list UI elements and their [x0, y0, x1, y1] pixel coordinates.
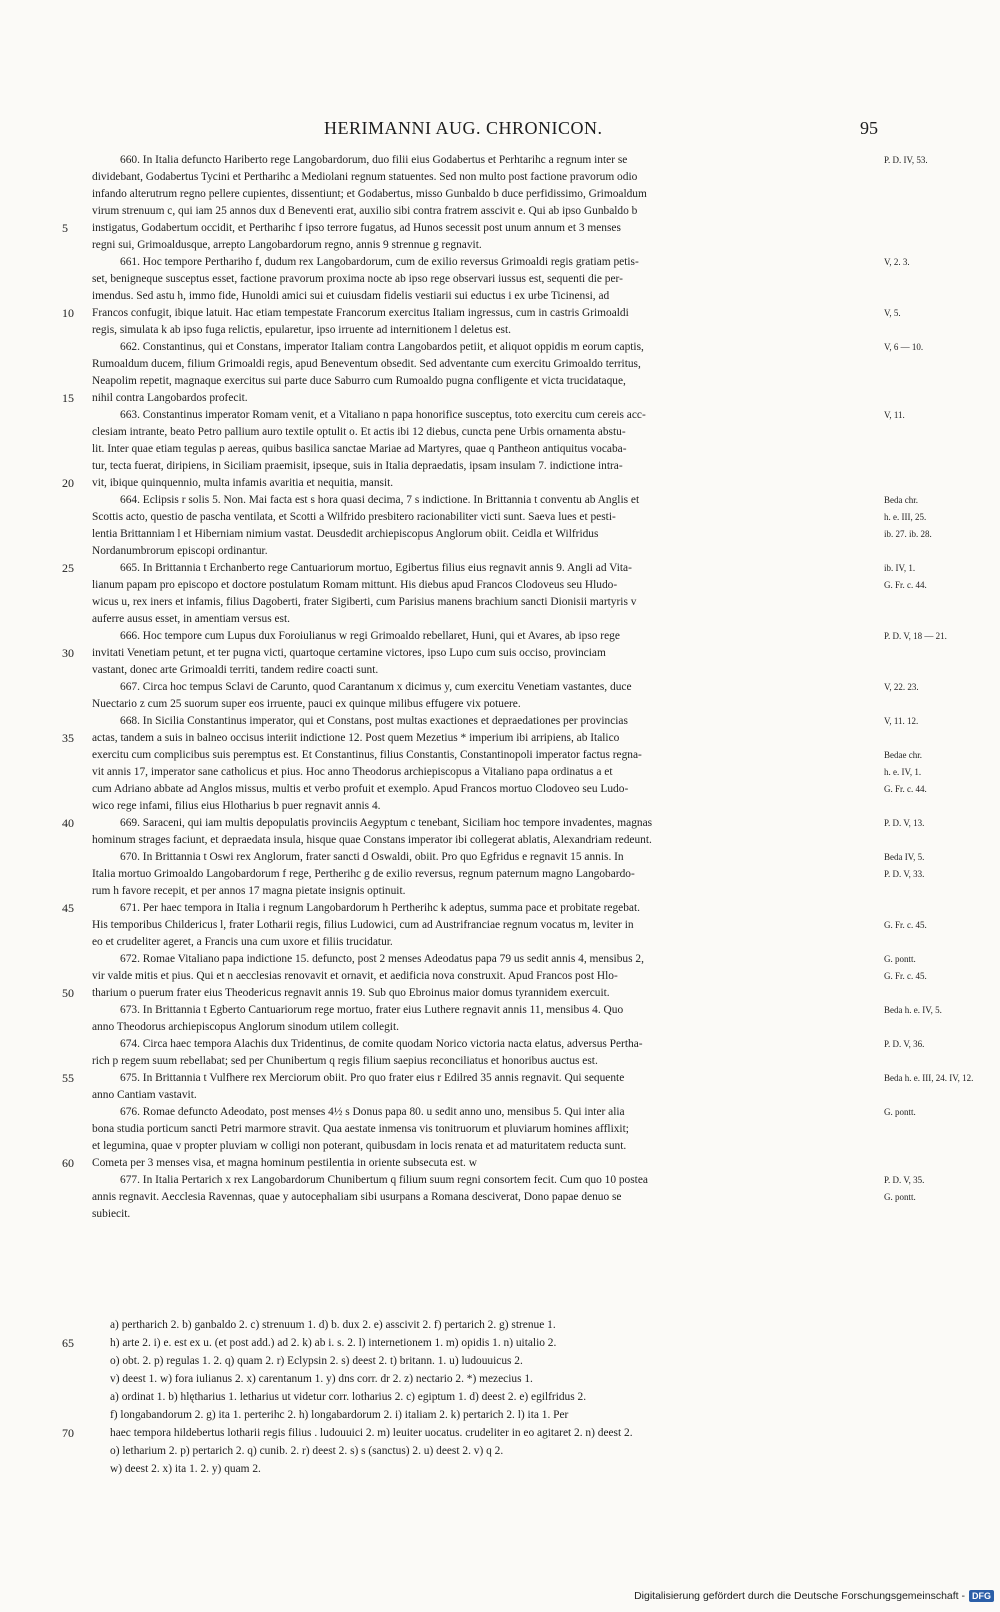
line-text: exercitu cum complicibus suis peremptus est. Et Constantinus, filius Constantis, Constantinopoli imperator factus regna-: [92, 749, 642, 761]
text-line: [62, 679, 962, 696]
margin-reference: V, 11.: [884, 410, 905, 420]
line-number: [62, 1442, 92, 1460]
text-line: [62, 968, 962, 985]
margin-reference: G. Fr. c. 44.: [884, 580, 927, 590]
text-line: [62, 1019, 962, 1036]
line-text: 671. Per haec tempora in Italia i regnum Langobardorum h Pertherihc k adeptus, summa pace et probitate regebat.: [120, 902, 640, 914]
margin-reference: Beda h. e. III, 24. IV, 12.: [884, 1073, 974, 1083]
text-line: [62, 1189, 962, 1206]
line-text: infando alterutrum regno pellere cupientes, dissentiunt; et Godabertus, misso Gunbaldo b duce perfidissimo, Grimoaldum: [92, 188, 647, 200]
margin-reference: P. D. V, 18 — 21.: [884, 631, 947, 641]
line-text: 664. Eclipsis r solis 5. Non. Mai facta est s hora quasi decima, 7 s indictione. In Brittannia t conventu ab Anglis et: [120, 494, 640, 506]
margin-reference: ib. 27. ib. 28.: [884, 529, 932, 539]
line-number: [62, 1352, 92, 1370]
margin-reference: G. pontt.: [884, 1107, 916, 1117]
line-text: 663. Constantinus imperator Romam venit, et a Vitaliano n papa honorifice susceptus, toto exercitu cum cereis acc-: [120, 409, 646, 421]
note-text: h) arte 2. i) e. est ex u. (et post add.) ad 2. k) ab i. s. 2. l) internetionem 1. m) opidis 1. n) uitalio 2.: [110, 1337, 557, 1349]
line-text: set, benigneque susceptus esset, factione pravorum proxima nocte ab ipso rege observari iussus est, sequenti die per-: [92, 273, 623, 285]
note-text: a) pertharich 2. b) ganbaldo 2. c) strenuum 1. d) b. dux 2. e) asscivit 2. f) pertarich 2. g) strenue 1.: [110, 1319, 556, 1331]
text-line: [62, 1206, 962, 1223]
line-text: bona studia porticum sancti Petri marmore stravit. Qua aestate inmensa vis tonitruorum et pluviarum homines afflixit;: [92, 1123, 629, 1135]
line-text: 673. In Brittannia t Egberto Cantuariorum rege mortuo, frater eius Luthere regnavit annis 11, mensibus 4. Quo: [120, 1004, 624, 1016]
text-line: [62, 628, 962, 645]
margin-reference: ib. IV, 1.: [884, 563, 916, 573]
text-line: [62, 1121, 962, 1138]
page-header: [108, 118, 878, 139]
chronicle-text: [62, 152, 974, 1223]
dfg-logo: DFG: [969, 1590, 994, 1602]
text-line: [62, 356, 962, 373]
page-number: 95: [860, 118, 878, 138]
text-line: [62, 1155, 962, 1172]
line-text: eo et crudeliter ageret, a Francis una cum uxore et filiis trucidatur.: [92, 936, 393, 948]
line-text: subiecit.: [92, 1208, 131, 1220]
text-line: [62, 458, 962, 475]
line-number: 65: [62, 1336, 74, 1350]
line-text: anno Cantiam vastavit.: [92, 1089, 197, 1101]
line-text: vastant, donec arte Grimoaldi territi, tandem redire coacti sunt.: [92, 664, 379, 676]
text-line: [62, 1104, 962, 1121]
margin-reference: P. D. V, 36.: [884, 1039, 925, 1049]
text-line: [62, 169, 962, 186]
line-number: [62, 1406, 92, 1424]
line-text: lentia Brittanniam l et Hiberniam nimium vastat. Deusdedit archiepiscopus Anglorum obiit. Ceidla et Wilfridus: [92, 528, 599, 540]
line-number: 45: [62, 901, 74, 915]
margin-reference: V, 11. 12.: [884, 716, 919, 726]
text-line: [62, 492, 962, 509]
text-line: [62, 220, 962, 237]
line-text: imendus. Sed astu h, immo fide, Hunoldi amici sui et cuiusdam fidelis vestiarii sui eductus i ex urbe Ticinensi, ad: [92, 290, 610, 302]
text-line: [62, 441, 962, 458]
text-line: [62, 798, 962, 815]
margin-reference: G. Fr. c. 45.: [884, 920, 927, 930]
text-line: [62, 1138, 962, 1155]
footer-text: Digitalisierung gefördert durch die Deutsche Forschungsgemeinschaft -: [634, 1590, 965, 1602]
margin-reference: V, 2. 3.: [884, 257, 910, 267]
line-number: [62, 1370, 92, 1388]
note-line: [62, 1334, 962, 1352]
margin-reference: G. pontt.: [884, 954, 916, 964]
dfg-footer: [560, 1586, 1000, 1606]
line-text: invitati Venetiam petunt, et ter pugna victi, quartoque certamine victores, ipso Lupo cum suis occiso, provinciam: [92, 647, 606, 659]
text-line: [62, 900, 962, 917]
note-text: f) longabandorum 2. g) ita 1. perterihc 2. h) longabardorum 2. i) italiam 2. k) pertarich 2. l) ita 1. Per: [110, 1409, 569, 1421]
text-line: [62, 1172, 962, 1189]
text-line: [62, 203, 962, 220]
text-line: [62, 951, 962, 968]
text-line: [62, 594, 962, 611]
text-line: [62, 713, 962, 730]
text-line: [62, 509, 962, 526]
line-number: 20: [62, 476, 74, 490]
running-title: HERIMANNI AUG. CHRONICON.: [324, 118, 603, 138]
note-text: a) ordinat 1. b) hlętharius 1. letharius ut videtur corr. lotharius 2. c) egiptum 1. d) deest 2. e) egilfridus 2.: [110, 1391, 587, 1403]
text-line: [62, 322, 962, 339]
line-text: regni sui, Grimoaldusque, arrepto Langobardorum regno, annis 9 strennue g regnavit.: [92, 239, 482, 251]
text-line: [62, 577, 962, 594]
apparatus-notes: [62, 1316, 962, 1478]
line-number: 10: [62, 306, 74, 320]
note-line: [62, 1406, 962, 1424]
text-line: [62, 1087, 962, 1104]
text-line: [62, 271, 962, 288]
line-number: 55: [62, 1071, 74, 1085]
line-number: 35: [62, 731, 74, 745]
text-line: [62, 815, 962, 832]
line-text: His temporibus Childericus l, frater Lotharii regis, filius Ludowici, cum ad Austrifranciae regnum vocatus m, leviter in: [92, 919, 634, 931]
line-text: annis regnavit. Aecclesia Ravennas, quae y autocephaliam sibi usurpans a Romana desciverat, Dono papae denuo se: [92, 1191, 622, 1203]
text-line: [62, 560, 962, 577]
margin-reference: h. e. III, 25.: [884, 512, 927, 522]
text-line: [62, 526, 962, 543]
line-text: 675. In Brittannia t Vulfhere rex Merciorum obiit. Pro quo frater eius r Edilred 35 annis regnavit. Qui sequente: [120, 1072, 625, 1084]
line-number: 15: [62, 391, 74, 405]
margin-reference: Beda h. e. IV, 5.: [884, 1005, 942, 1015]
text-line: [62, 424, 962, 441]
text-line: [62, 339, 962, 356]
line-text: lit. Inter quae etiam tegulas p aereas, quibus basilica sanctae Mariae ad Martyres, quae q Pantheon antiquitus vocaba-: [92, 443, 627, 455]
line-text: Nuectario z cum 25 suorum super eos irruente, pauci ex quinque milibus effugere vix potuere.: [92, 698, 521, 710]
line-number: 50: [62, 986, 74, 1000]
margin-reference: Bedae chr.: [884, 750, 922, 760]
line-text: wico rege infami, filius eius Hlotharius b puer regnavit annis 4.: [92, 800, 381, 812]
margin-reference: V, 6 — 10.: [884, 342, 924, 352]
text-line: [62, 1036, 962, 1053]
line-text: Cometa per 3 menses visa, et magna hominum pestilentia in oriente subsecuta est. w: [92, 1157, 477, 1169]
line-number: 25: [62, 561, 74, 575]
line-text: 662. Constantinus, qui et Constans, imperator Italiam contra Langobardos petiit, et aliquot oppidis m eorum captis,: [120, 341, 644, 353]
note-line: [62, 1442, 962, 1460]
line-number: [62, 1388, 92, 1406]
line-text: virum strenuum c, qui iam 25 annos dux d Beneventi erat, auxilio sibi contra fratrem asscivit e. Qui ab ipso Gunbaldo b: [92, 205, 638, 217]
line-number: 60: [62, 1156, 74, 1170]
note-line: [62, 1370, 962, 1388]
text-line: [62, 237, 962, 254]
text-line: [62, 883, 962, 900]
note-line: [62, 1316, 962, 1334]
line-text: auferre ausus esset, in amentiam versus est.: [92, 613, 291, 625]
line-text: tur, tecta fuerat, diripiens, in Siciliam praemisit, ipseque, suis in Italia depraedatis, ipsam insulam 7. indictione intra-: [92, 460, 623, 472]
line-text: tharium o puerum frater eius Theodericus regnavit annis 19. Sub quo Ebroinus maior domus tyrannidem exercuit.: [92, 987, 610, 999]
margin-reference: G. pontt.: [884, 1192, 916, 1202]
text-line: [62, 1070, 974, 1087]
text-line: [62, 985, 962, 1002]
note-text: v) deest 1. w) fora iulianus 2. x) carentanum 1. y) dns corr. dr 2. z) nectario 2. *) mezecius 1.: [110, 1373, 533, 1385]
line-number: [62, 1460, 92, 1478]
text-line: [62, 254, 962, 271]
line-text: 676. Romae defuncto Adeodato, post menses 4½ s Donus papa 80. u sedit anno uno, mensibus 5. Qui inter alia: [120, 1106, 625, 1118]
line-text: hominum strages faciunt, et depraedata insula, hisque quae Constans imperator ibi collegerat ablatis, Alexandriam redeunt.: [92, 834, 652, 846]
line-text: regis, simulata k ab ipso fuga relictis, epularetur, ipso irruente ad internitionem l deletus est.: [92, 324, 511, 336]
line-text: anno Theodorus archiepiscopus Anglorum sinodum utilem collegit.: [92, 1021, 399, 1033]
text-line: [62, 781, 962, 798]
line-text: dividebant, Godabertus Tycini et Pertharihc a Mediolani regnum statuentes. Sed non multo post factione pravorum odio: [92, 171, 638, 183]
line-text: lianum papam pro episcopo et doctore postulatum Romam mittunt. His diebus apud Francos Clodoveus seu Hludo-: [92, 579, 618, 591]
line-text: 667. Circa hoc tempus Sclavi de Carunto, quod Carantanum x dicimus y, cum exercitu Venetiam vastantes, duce: [120, 681, 632, 693]
line-text: vir valde mitis et pius. Qui et n aecclesias renovavit et ornavit, et aedificia nova construxit. Apud Francos post Hlo-: [92, 970, 618, 982]
line-text: Francos confugit, ibique latuit. Hac etiam tempestate Francorum exercitus Italiam ingressus, cum in castris Grimoaldi: [92, 307, 629, 319]
line-number: 70: [62, 1426, 74, 1440]
line-text: nihil contra Langobardos profecit.: [92, 392, 248, 404]
line-text: Italia mortuo Grimoaldo Langobardorum f rege, Pertherihc g de exilio reversus, regnum paternum magno Langobardo-: [92, 868, 635, 880]
text-line: [62, 390, 962, 407]
note-text: o) obt. 2. p) regulas 1. 2. q) quam 2. r) Eclypsin 2. s) deest 2. t) britann. 1. u) ludouuicus 2.: [110, 1355, 523, 1367]
text-line: [62, 645, 962, 662]
text-line: [62, 373, 962, 390]
text-line: [62, 662, 962, 679]
text-line: [62, 288, 962, 305]
margin-reference: P. D. IV, 53.: [884, 155, 928, 165]
line-text: rich p regem suum rebellabat; sed per Chunibertum q regis filium saepius reconciliatus et honoribus auctus est.: [92, 1055, 598, 1067]
line-text: et legumina, quae v propter pluviam w colligi non poterant, quibusdam in locis renata et ad maturitatem reducta sunt.: [92, 1140, 627, 1152]
note-text: o) letharium 2. p) pertarich 2. q) cunib. 2. r) deest 2. s) s (sanctus) 2. u) deest 2. v) q 2.: [110, 1445, 504, 1457]
line-text: Rumoaldum ducem, filium Grimoaldi regis, apud Beneventum obsedit. Sed adventante cum exercitu Grimoaldo territus,: [92, 358, 641, 370]
margin-reference: P. D. V, 35.: [884, 1175, 925, 1185]
text-line: [62, 186, 962, 203]
text-line: [62, 543, 962, 560]
margin-reference: Beda chr.: [884, 495, 918, 505]
text-line: [62, 696, 962, 713]
text-line: [62, 832, 962, 849]
line-text: Nordanumbrorum episcopi ordinantur.: [92, 545, 268, 557]
text-line: [62, 1002, 962, 1019]
line-text: 674. Circa haec tempora Alachis dux Tridentinus, de comite quodam Norico victoria nacta elatus, adversus Pertha-: [120, 1038, 643, 1050]
margin-reference: Beda IV, 5.: [884, 852, 925, 862]
text-line: [62, 305, 962, 322]
note-text: w) deest 2. x) ita 1. 2. y) quam 2.: [110, 1463, 261, 1475]
line-number: [62, 1316, 92, 1334]
line-number: 5: [62, 221, 68, 235]
text-line: [62, 611, 962, 628]
text-line: [62, 407, 962, 424]
line-text: 670. In Brittannia t Oswi rex Anglorum, frater sancti d Oswaldi, obiit. Pro quo Egfridus e regnavit 15 annis. In: [120, 851, 624, 863]
line-number: 30: [62, 646, 74, 660]
line-text: vit, ibique quinquennio, multa infamis avaritia et nequitia, mansit.: [92, 477, 394, 489]
line-text: 660. In Italia defuncto Hariberto rege Langobardorum, duo filii eius Godabertus et Perhtarihc a regnum inter se: [120, 154, 628, 166]
text-line: [62, 849, 962, 866]
line-text: 668. In Sicilia Constantinus imperator, qui et Constans, post multas exactiones et depraedationes per provincias: [120, 715, 628, 727]
line-text: cum Adriano abbate ad Anglos missus, multis et verbo profuit et exemplo. Apud Francos mortuo Clodoveo seu Ludo-: [92, 783, 629, 795]
line-text: actas, tandem a suis in balneo occisus interiit indictione 12. Post quem Mezetius * imperium ibi arripiens, ab Italico: [92, 732, 620, 744]
text-line: [62, 934, 962, 951]
line-text: wicus u, rex iners et infamis, filius Dagoberti, frater Sigiberti, cum Parisius manens brachium sancti Dionisii martyris v: [92, 596, 637, 608]
line-text: Neapolim repetit, magnaque exercitus sui parte duce Saburro cum Rumoaldo pugna confligente et victa trucidataque,: [92, 375, 626, 387]
margin-reference: G. Fr. c. 44.: [884, 784, 927, 794]
margin-reference: V, 22. 23.: [884, 682, 919, 692]
margin-reference: h. e. IV, 1.: [884, 767, 922, 777]
margin-reference: G. Fr. c. 45.: [884, 971, 927, 981]
margin-reference: P. D. V, 13.: [884, 818, 925, 828]
line-text: 669. Saraceni, qui iam multis depopulatis provinciis Aegyptum c tenebant, Siciliam hoc tempore invadentes, magnas: [120, 817, 653, 829]
line-text: clesiam intrante, beato Petro pallium auro textile optulit o. Et actis ibi 12 diebus, cuncta pene Urbis ornamenta abstu-: [92, 426, 626, 438]
text-line: [62, 764, 962, 781]
line-text: rum h favore recepit, et per annos 17 magna pietate insignis optinuit.: [92, 885, 406, 897]
line-text: vit annis 17, imperator sane catholicus et pius. Hoc anno Theodorus archiepiscopus a Vitaliano papa ordinatus a et: [92, 766, 613, 778]
text-line: [62, 730, 962, 747]
note-line: [62, 1460, 962, 1478]
note-line: [62, 1388, 962, 1406]
text-line: [62, 475, 962, 492]
text-line: [62, 866, 962, 883]
line-text: 661. Hoc tempore Perthariho f, dudum rex Langobardorum, cum de exilio reversus Grimoaldi regis gratiam petis-: [120, 256, 639, 268]
text-line: [62, 917, 962, 934]
note-line: [62, 1424, 962, 1442]
note-line: [62, 1352, 962, 1370]
line-text: instigatus, Godabertum occidit, et Pertharihc f ipso terrore fugatus, ad Hunos secessit post unum annum et 3 menses: [92, 222, 621, 234]
line-text: 677. In Italia Pertarich x rex Langobardorum Chunibertum q filium suum regni consortem fecit. Cum quo 10 postea: [120, 1174, 648, 1186]
text-line: [62, 1053, 962, 1070]
margin-reference: P. D. V, 33.: [884, 869, 925, 879]
text-line: [62, 747, 962, 764]
line-text: 666. Hoc tempore cum Lupus dux Foroiulianus w regi Grimoaldo rebellaret, Huni, qui et Avares, ab ipso rege: [120, 630, 620, 642]
margin-reference: V, 5.: [884, 308, 901, 318]
line-text: Scottis acto, questio de pascha ventilata, et Scotti a Wilfrido presbitero racionabiliter victi sunt. Saeva lues et pesti-: [92, 511, 616, 523]
line-number: 40: [62, 816, 74, 830]
line-text: 665. In Brittannia t Erchanberto rege Cantuariorum mortuo, Egibertus filius eius regnavit annis 9. Angli ad Vita-: [120, 562, 632, 574]
note-text: haec tempora hildebertus lotharii regis filius . ludouuici 2. m) leuiter uocatus. crudeliter in eo agitaret 2. n) deest 2.: [110, 1427, 633, 1439]
text-line: [62, 152, 962, 169]
line-text: 672. Romae Vitaliano papa indictione 15. defuncto, post 2 menses Adeodatus papa 79 us sedit annis 4, mensibus 2,: [120, 953, 644, 965]
